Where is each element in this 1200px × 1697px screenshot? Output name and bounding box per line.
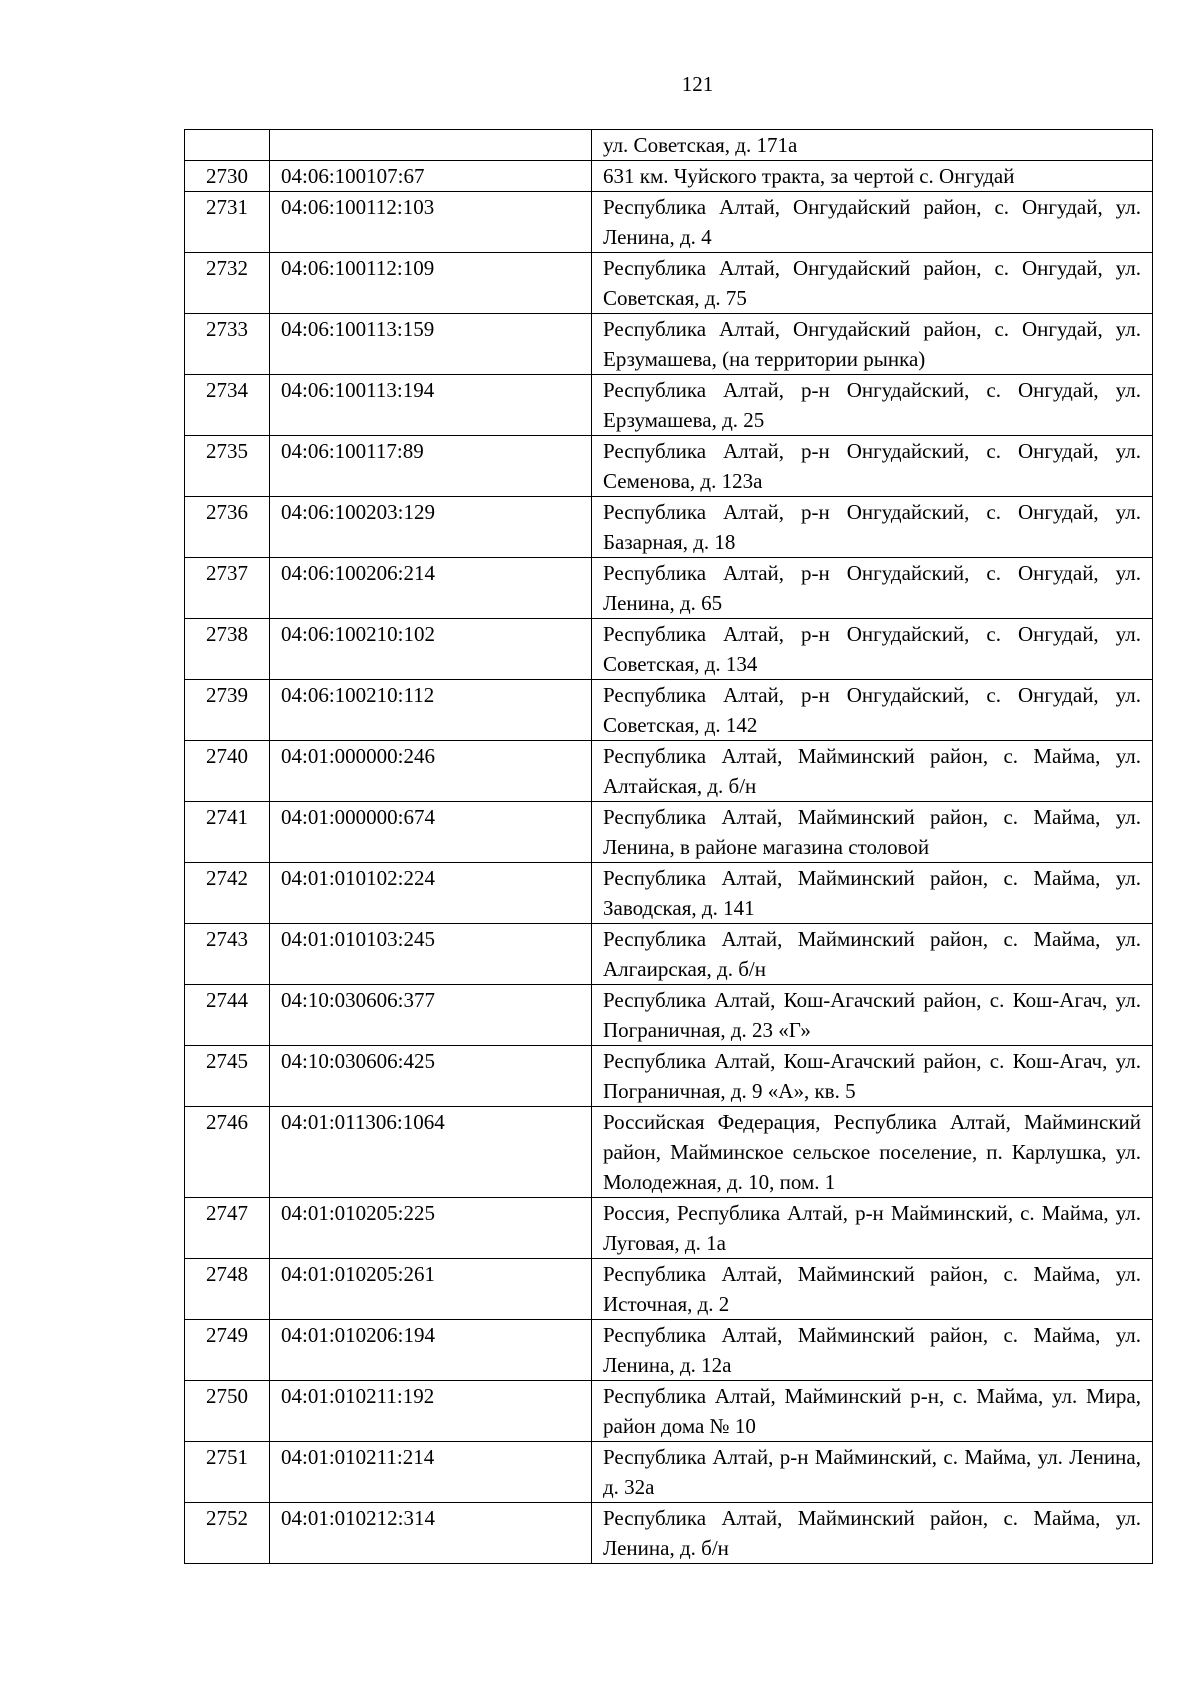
table-row	[185, 130, 1153, 161]
cadastral-number-cell: 04:06:100117:89	[270, 436, 592, 497]
address-cell: Республика Алтай, р-н Онгудайский, с. Онгудай, ул. Ленина, д. 65	[592, 558, 1153, 619]
address-cell: Республика Алтай, р-н Онгудайский, с. Онгудай, ул. Советская, д. 142	[592, 680, 1153, 741]
row-number-cell: 2744	[185, 985, 270, 1046]
registry-table-body	[185, 130, 1153, 1564]
table-row	[185, 161, 1153, 192]
table-row	[185, 1442, 1153, 1503]
row-number-cell: 2739	[185, 680, 270, 741]
table-row	[185, 375, 1153, 436]
cadastral-number-cell: 04:01:000000:674	[270, 802, 592, 863]
cadastral-number-cell: 04:06:100210:102	[270, 619, 592, 680]
table-row	[185, 802, 1153, 863]
address-cell: Республика Алтай, Майминский район, с. Майма, ул. Ленина, д. б/н	[592, 1503, 1153, 1564]
table-row	[185, 863, 1153, 924]
cadastral-number-cell: 04:10:030606:425	[270, 1046, 592, 1107]
cadastral-number-cell: 04:06:100206:214	[270, 558, 592, 619]
table-row	[185, 1381, 1153, 1442]
cadastral-number-cell: 04:01:010103:245	[270, 924, 592, 985]
table-row	[185, 497, 1153, 558]
address-cell: Республика Алтай, р-н Онгудайский, с. Онгудай, ул. Советская, д. 134	[592, 619, 1153, 680]
table-row	[185, 741, 1153, 802]
registry-table	[184, 129, 1153, 1564]
row-number-cell: 2737	[185, 558, 270, 619]
address-cell: Республика Алтай, р-н Онгудайский, с. Онгудай, ул. Семенова, д. 123а	[592, 436, 1153, 497]
row-number-cell: 2731	[185, 192, 270, 253]
cadastral-number-cell: 04:06:100113:159	[270, 314, 592, 375]
table-row	[185, 680, 1153, 741]
address-cell: Республика Алтай, Майминский район, с. Майма, ул. Источная, д. 2	[592, 1259, 1153, 1320]
table-row	[185, 1046, 1153, 1107]
address-cell: 631 км. Чуйского тракта, за чертой с. Онгудай	[592, 161, 1153, 192]
cadastral-number-cell: 04:01:010211:214	[270, 1442, 592, 1503]
row-number-cell: 2752	[185, 1503, 270, 1564]
cadastral-number-cell: 04:01:010212:314	[270, 1503, 592, 1564]
row-number-cell: 2735	[185, 436, 270, 497]
row-number-cell	[185, 130, 270, 161]
cadastral-number-cell	[270, 130, 592, 161]
row-number-cell: 2740	[185, 741, 270, 802]
cadastral-number-cell: 04:01:010206:194	[270, 1320, 592, 1381]
row-number-cell: 2733	[185, 314, 270, 375]
table-row	[185, 619, 1153, 680]
row-number-cell: 2742	[185, 863, 270, 924]
row-number-cell: 2747	[185, 1198, 270, 1259]
cadastral-number-cell: 04:01:010205:261	[270, 1259, 592, 1320]
table-row	[185, 924, 1153, 985]
row-number-cell: 2751	[185, 1442, 270, 1503]
row-number-cell: 2741	[185, 802, 270, 863]
table-row	[185, 1503, 1153, 1564]
row-number-cell: 2732	[185, 253, 270, 314]
row-number-cell: 2736	[185, 497, 270, 558]
cadastral-number-cell: 04:01:010205:225	[270, 1198, 592, 1259]
table-row	[185, 1107, 1153, 1198]
address-cell: Россия, Республика Алтай, р-н Майминский, с. Майма, ул. Луговая, д. 1а	[592, 1198, 1153, 1259]
address-cell: Республика Алтай, Майминский район, с. Майма, ул. Ленина, в районе магазина столовой	[592, 802, 1153, 863]
table-row	[185, 1259, 1153, 1320]
table-row	[185, 558, 1153, 619]
address-cell: Республика Алтай, р-н Майминский, с. Майма, ул. Ленина, д. 32а	[592, 1442, 1153, 1503]
address-cell: Республика Алтай, р-н Онгудайский, с. Онгудай, ул. Базарная, д. 18	[592, 497, 1153, 558]
cadastral-number-cell: 04:06:100112:103	[270, 192, 592, 253]
row-number-cell: 2750	[185, 1381, 270, 1442]
page-number: 121	[681, 72, 714, 96]
address-cell: Республика Алтай, Майминский район, с. Майма, ул. Заводская, д. 141	[592, 863, 1153, 924]
cadastral-number-cell: 04:06:100203:129	[270, 497, 592, 558]
table-row	[185, 436, 1153, 497]
cadastral-number-cell: 04:06:100112:109	[270, 253, 592, 314]
table-row	[185, 314, 1153, 375]
row-number-cell: 2738	[185, 619, 270, 680]
address-cell: Республика Алтай, Майминский район, с. Майма, ул. Алгаирская, д. б/н	[592, 924, 1153, 985]
address-cell: Республика Алтай, Майминский р-н, с. Майма, ул. Мира, район дома № 10	[592, 1381, 1153, 1442]
address-cell: Республика Алтай, Кош-Агачский район, с. Кош-Агач, ул. Пограничная, д. 9 «А», кв. 5	[592, 1046, 1153, 1107]
table-row	[185, 1320, 1153, 1381]
cadastral-number-cell: 04:06:100210:112	[270, 680, 592, 741]
address-cell: Республика Алтай, р-н Онгудайский, с. Онгудай, ул. Ерзумашева, д. 25	[592, 375, 1153, 436]
address-cell: Республика Алтай, Майминский район, с. Майма, ул. Ленина, д. 12а	[592, 1320, 1153, 1381]
address-cell: Республика Алтай, Онгудайский район, с. Онгудай, ул. Ерзумашева, (на территории рынка)	[592, 314, 1153, 375]
table-row	[185, 1198, 1153, 1259]
address-cell: Республика Алтай, Кош-Агачский район, с. Кош-Агач, ул. Пограничная, д. 23 «Г»	[592, 985, 1153, 1046]
row-number-cell: 2748	[185, 1259, 270, 1320]
cadastral-number-cell: 04:10:030606:377	[270, 985, 592, 1046]
row-number-cell: 2743	[185, 924, 270, 985]
cadastral-number-cell: 04:06:100113:194	[270, 375, 592, 436]
cadastral-number-cell: 04:01:010102:224	[270, 863, 592, 924]
row-number-cell: 2745	[185, 1046, 270, 1107]
row-number-cell: 2749	[185, 1320, 270, 1381]
table-row	[185, 253, 1153, 314]
address-cell: Республика Алтай, Майминский район, с. Майма, ул. Алтайская, д. б/н	[592, 741, 1153, 802]
table-row	[185, 192, 1153, 253]
cadastral-number-cell: 04:01:000000:246	[270, 741, 592, 802]
address-cell: ул. Советская, д. 171а	[592, 130, 1153, 161]
row-number-cell: 2730	[185, 161, 270, 192]
row-number-cell: 2746	[185, 1107, 270, 1198]
cadastral-number-cell: 04:01:010211:192	[270, 1381, 592, 1442]
address-cell: Республика Алтай, Онгудайский район, с. Онгудай, ул. Ленина, д. 4	[592, 192, 1153, 253]
table-row	[185, 985, 1153, 1046]
address-cell: Республика Алтай, Онгудайский район, с. Онгудай, ул. Советская, д. 75	[592, 253, 1153, 314]
cadastral-number-cell: 04:01:011306:1064	[270, 1107, 592, 1198]
row-number-cell: 2734	[185, 375, 270, 436]
cadastral-number-cell: 04:06:100107:67	[270, 161, 592, 192]
address-cell: Российская Федерация, Республика Алтай, Майминский район, Майминское сельское поселение, п. Карлушка, ул. Молодежная, д. 10, пом. 1	[592, 1107, 1153, 1198]
